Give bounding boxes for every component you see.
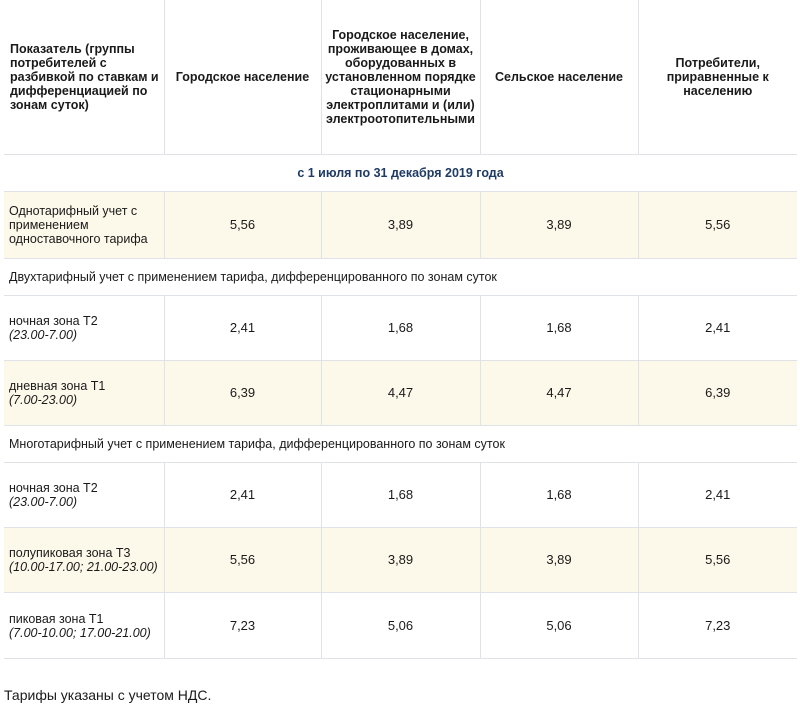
row-label — [4, 296, 164, 361]
cell-value: 4,47 — [480, 361, 638, 426]
table-row-single-rate — [4, 192, 797, 259]
cell-value: 1,68 — [321, 463, 480, 528]
zone-name: ночная зона Т2 — [9, 481, 98, 495]
cell-value: 2,41 — [638, 296, 797, 361]
header-indicator: Показатель (группы потребителей с разбивкой по ставкам и дифференциацией по зонам суток) — [4, 0, 164, 155]
table-row-two-zone-day — [4, 361, 797, 426]
table-row-multi-zone-night — [4, 463, 797, 528]
cell-value: 5,56 — [164, 528, 321, 593]
zone-name: полупиковая зона Т3 — [9, 546, 131, 560]
table-row-multi-zone-half-peak — [4, 528, 797, 593]
table-row-multi-zone-peak — [4, 593, 797, 659]
cell-value: 5,56 — [638, 192, 797, 259]
row-label — [4, 528, 164, 593]
cell-value: 3,89 — [321, 528, 480, 593]
vat-footnote: Тарифы указаны с учетом НДС. — [4, 687, 212, 703]
zone-hours: (23.00-7.00) — [9, 328, 78, 342]
header-rural: Сельское население — [480, 0, 638, 155]
cell-value: 4,47 — [321, 361, 480, 426]
cell-value: 7,23 — [164, 593, 321, 659]
zone-hours: (23.00-7.00) — [9, 495, 78, 509]
cell-value: 1,68 — [480, 296, 638, 361]
zone-hours: (10.00-17.00; 21.00-23.00) — [9, 560, 158, 574]
cell-value: 6,39 — [164, 361, 321, 426]
cell-value: 3,89 — [480, 192, 638, 259]
cell-value: 7,23 — [638, 593, 797, 659]
header-equivalent: Потребители, приравненные к населению — [638, 0, 797, 155]
period-label: с 1 июля по 31 декабря 2019 года — [4, 155, 797, 192]
cell-value: 2,41 — [164, 463, 321, 528]
row-label — [4, 361, 164, 426]
zone-name: ночная зона Т2 — [9, 314, 98, 328]
header-urban: Городское население — [164, 0, 321, 155]
section-two-zone — [4, 259, 797, 296]
table-header-row — [4, 0, 797, 155]
cell-value: 2,41 — [164, 296, 321, 361]
cell-value: 5,56 — [638, 528, 797, 593]
tariff-table — [4, 0, 797, 659]
cell-value: 5,06 — [480, 593, 638, 659]
section-title: Двухтарифный учет с применением тарифа, дифференцированного по зонам суток — [4, 259, 797, 296]
header-urban-electric: Городское население, проживающее в домах, оборудованных в установленном порядке стационарными электроплитами и (или) электроотопительными — [321, 0, 480, 155]
period-row — [4, 155, 797, 192]
cell-value: 1,68 — [321, 296, 480, 361]
row-label: Однотарифный учет с применением одноставочного тарифа — [4, 192, 164, 259]
cell-value: 3,89 — [321, 192, 480, 259]
section-title: Многотарифный учет с применением тарифа, дифференцированного по зонам суток — [4, 426, 797, 463]
row-label — [4, 463, 164, 528]
cell-value: 2,41 — [638, 463, 797, 528]
cell-value: 3,89 — [480, 528, 638, 593]
zone-hours: (7.00-23.00) — [9, 393, 78, 407]
cell-value: 1,68 — [480, 463, 638, 528]
zone-name: пиковая зона Т1 — [9, 611, 104, 626]
table-row-two-zone-night — [4, 296, 797, 361]
cell-value: 6,39 — [638, 361, 797, 426]
cell-value: 5,06 — [321, 593, 480, 659]
cell-value: 5,56 — [164, 192, 321, 259]
zone-name: дневная зона Т1 — [9, 379, 106, 393]
section-multi-zone — [4, 426, 797, 463]
row-label — [4, 593, 164, 659]
zone-hours: (7.00-10.00; 17.00-21.00) — [9, 625, 151, 640]
